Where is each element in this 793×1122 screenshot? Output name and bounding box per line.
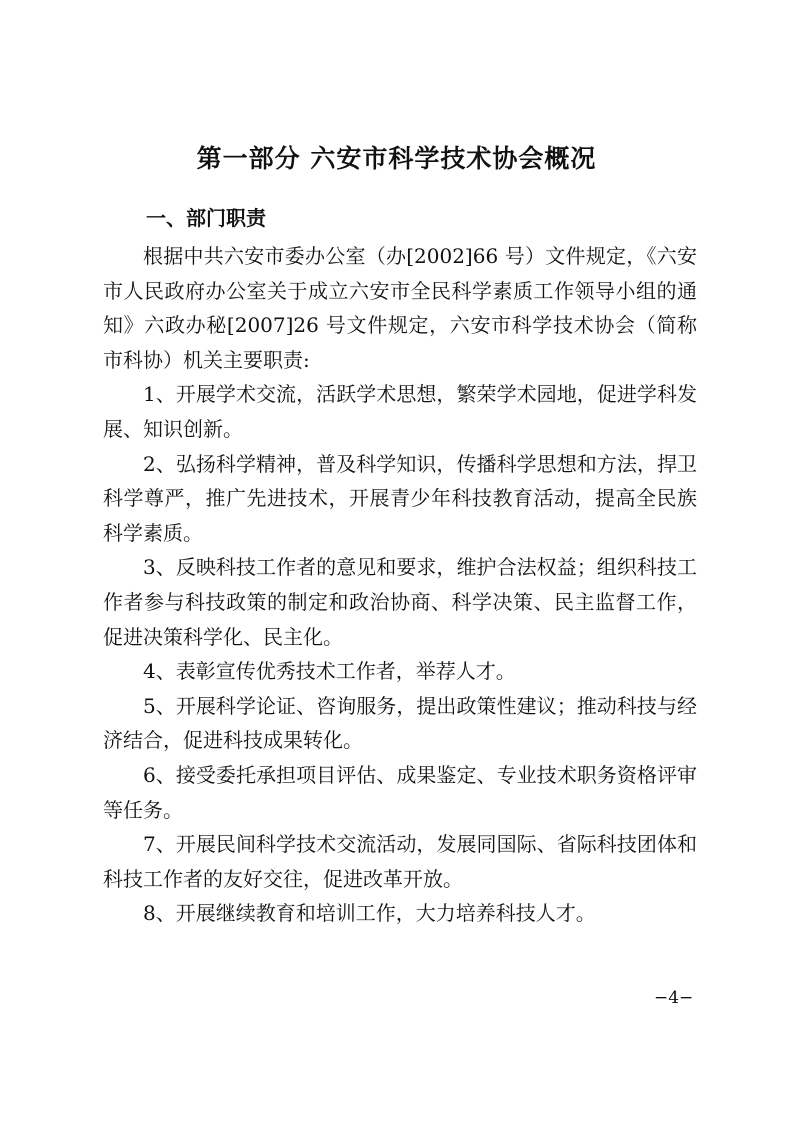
duty-item-6: 6、接受委托承担项目评估、成果鉴定、专业技术职务资格评审等任务。	[103, 762, 697, 822]
duty-item-1: 1、开展学术交流，活跃学术思想，繁荣学术园地，促进学科发展、知识创新。	[103, 382, 697, 441]
page-number: −4−	[654, 988, 694, 1008]
duty-item-4: 4、表彰宣传优秀技术工作者，举荐人才。	[143, 659, 516, 684]
duty-item-7: 7、开展民间科学技术交流活动，发展同国际、省际科技团体和科技工作者的友好交往，促进改革开放。	[103, 832, 697, 891]
duty-item-3: 3、反映科技工作者的意见和要求，维护合法权益；组织科技工作者参与科技政策的制定和政治协商、科学决策、民主监督工作，促进决策科学化、民主化。	[103, 555, 697, 649]
intro-paragraph: 根据中共六安市委办公室（办[2002]66 号）文件规定，《六安市人民政府办公室关于成立六安市全民科学素质工作领导小组的通知》六政办秘[2007]26 号文件规定，六安市科学技术协会（简称市科协）机关主要职责:	[103, 244, 697, 372]
document-body	[103, 239, 697, 931]
section-heading: 一、部门职责	[146, 206, 266, 230]
duty-item-2: 2、弘扬科学精神，普及科学知识，传播科学思想和方法，捍卫科学尊严，推广先进技术，开展青少年科技教育活动，提高全民族科学素质。	[103, 451, 697, 545]
duty-item-5: 5、开展科学论证、咨询服务，提出政策性建议；推动科技与经济结合，促进科技成果转化。	[103, 693, 697, 753]
duty-item-8: 8、开展继续教育和培训工作，大力培养科技人才。	[143, 901, 596, 926]
page-title: 第一部分 六安市科学技术协会概况	[196, 144, 597, 173]
